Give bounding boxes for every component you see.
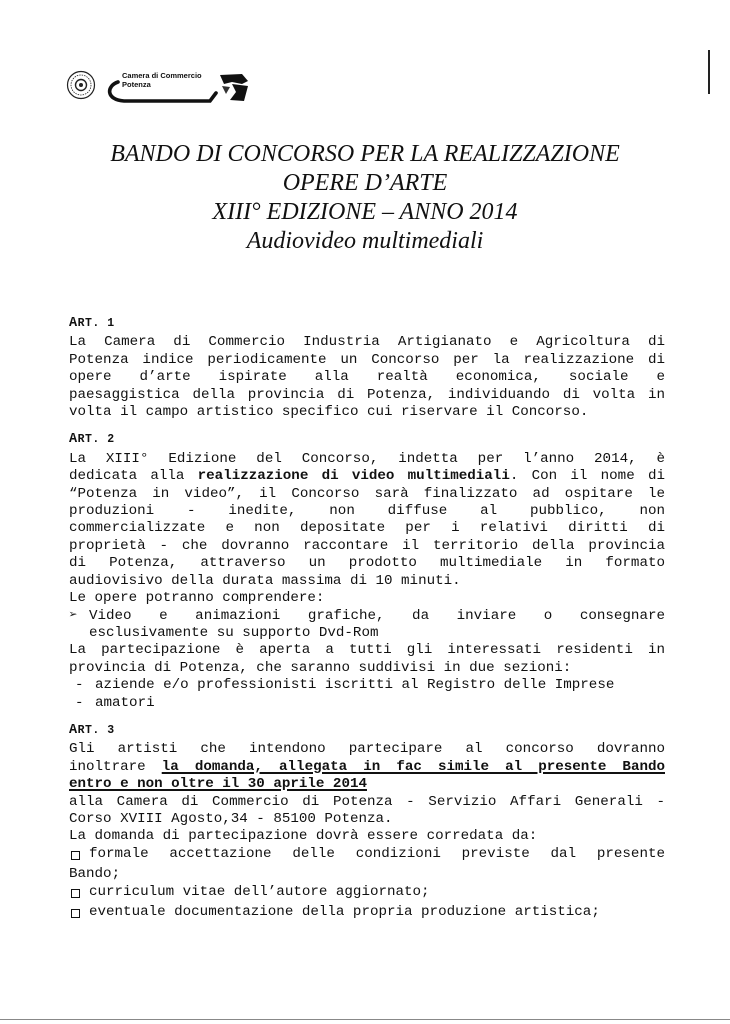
- arrow-bullet-icon: ➢: [69, 607, 78, 624]
- list-item: [69, 695, 665, 712]
- list-item: [69, 608, 665, 643]
- art2-line-3: “Potenza in video”, il Concorso sarà finalizzato ad ospitare le: [69, 485, 665, 502]
- art3-line-5: Corso XVIII Agosto,34 - 85100 Potenza.: [69, 810, 393, 827]
- art3-line-3: entro e non oltre il 30 aprile 2014: [69, 776, 367, 793]
- dash-bullet: -: [75, 677, 84, 694]
- art2-line-9: Le opere potranno comprendere:: [69, 590, 325, 607]
- art1-line-2: Potenza indice periodicamente un Concorso per la realizzazione di: [69, 351, 665, 368]
- requirement-2: curriculum vitae dell’autore aggiornato;: [89, 883, 430, 900]
- checkbox-square-icon: [71, 889, 80, 898]
- list-item: [69, 904, 665, 924]
- document-title: [40, 140, 690, 256]
- title-line-3: XIII° EDIZIONE – ANNO 2014: [212, 199, 518, 225]
- section-2: amatori: [95, 694, 155, 711]
- logo: [66, 66, 256, 106]
- art2-line-10: La partecipazione è aperta a tutti gli interessati residenti in: [69, 642, 665, 659]
- requirement-1-line-1: formale accettazione delle condizioni previste dal presente: [89, 845, 665, 862]
- art2-line-4: produzioni - inedite, non diffuse al pubblico, non: [69, 503, 665, 520]
- art1-line-4: paesaggistica della provincia di Potenza, individuando di volta in: [69, 386, 665, 403]
- art1-line-1: La Camera di Commercio Industria Artigianato e Agricoltura di: [69, 334, 665, 351]
- art2-line-6: proprietà - che dovranno raccontare il territorio della provincia: [69, 537, 665, 554]
- art2-line-1: La XIII° Edizione del Concorso, indetta per l’anno 2014, è: [69, 450, 665, 467]
- title-line-2: OPERE D’ARTE: [282, 170, 448, 196]
- art3-line-2: inoltrare la domanda, allegata in fac simile al presente Bando: [69, 758, 665, 775]
- logo-line-1: Camera di Commercio: [122, 71, 202, 80]
- checkbox-square-icon: [71, 909, 80, 918]
- logo-text: [122, 71, 202, 89]
- list-item: [69, 884, 665, 904]
- list-item: [69, 846, 665, 866]
- seal-icon: [66, 70, 96, 100]
- art3-line-1: Gli artisti che intendono partecipare al concorso dovranno: [69, 741, 665, 758]
- section-1: aziende e/o professionisti iscritti al Registro delle Imprese: [95, 677, 615, 694]
- checkbox-square-icon: [71, 851, 80, 860]
- title-line-1: BANDO DI CONCORSO PER LA REALIZZAZIONE: [110, 141, 620, 167]
- art1-line-5: volta il campo artistico specifico cui riservare il Concorso.: [69, 404, 589, 421]
- requirement-1-line-2: Bando;: [69, 866, 121, 883]
- requirement-3: eventuale documentazione della propria produzione artistica;: [89, 904, 600, 920]
- margin-mark: [708, 50, 710, 94]
- art1-line-3: opere d’arte ispirate alla realtà economica, sociale e: [69, 369, 665, 386]
- page-edge-line: [0, 1019, 730, 1020]
- article-2-heading: ART. 2: [69, 432, 115, 448]
- art2-line-7: di Potenza, attraverso un prodotto multimediale in formato: [69, 555, 665, 572]
- art3-line-6: La domanda di partecipazione dovrà essere corredata da:: [69, 828, 538, 845]
- document-body: [69, 315, 665, 924]
- list-item: [69, 677, 665, 694]
- art2-line-5: commercializzate e non depositate per i relativi diritti di: [69, 520, 665, 537]
- art2-line-2: dedicata alla realizzazione di video multimediali. Con il nome di: [69, 468, 665, 485]
- title-line-4: Audiovideo multimediali: [246, 228, 484, 254]
- logo-line-2: Potenza: [122, 80, 151, 89]
- flag-emblem-icon: [218, 72, 250, 102]
- bullet-1-line-1: Video e animazioni grafiche, da inviare o consegnare: [89, 607, 665, 624]
- art2-line-11: provincia di Potenza, che saranno suddivisi in due sezioni:: [69, 659, 572, 676]
- article-3-heading: ART. 3: [69, 722, 115, 738]
- art2-line-8: audiovisivo della durata massima di 10 minuti.: [69, 572, 461, 589]
- dash-bullet: -: [75, 694, 84, 711]
- article-1-heading: ART. 1: [69, 316, 115, 331]
- bullet-1-line-2: esclusivamente su supporto Dvd-Rom: [89, 624, 379, 641]
- art3-line-4: alla Camera di Commercio di Potenza - Servizio Affari Generali -: [69, 793, 665, 810]
